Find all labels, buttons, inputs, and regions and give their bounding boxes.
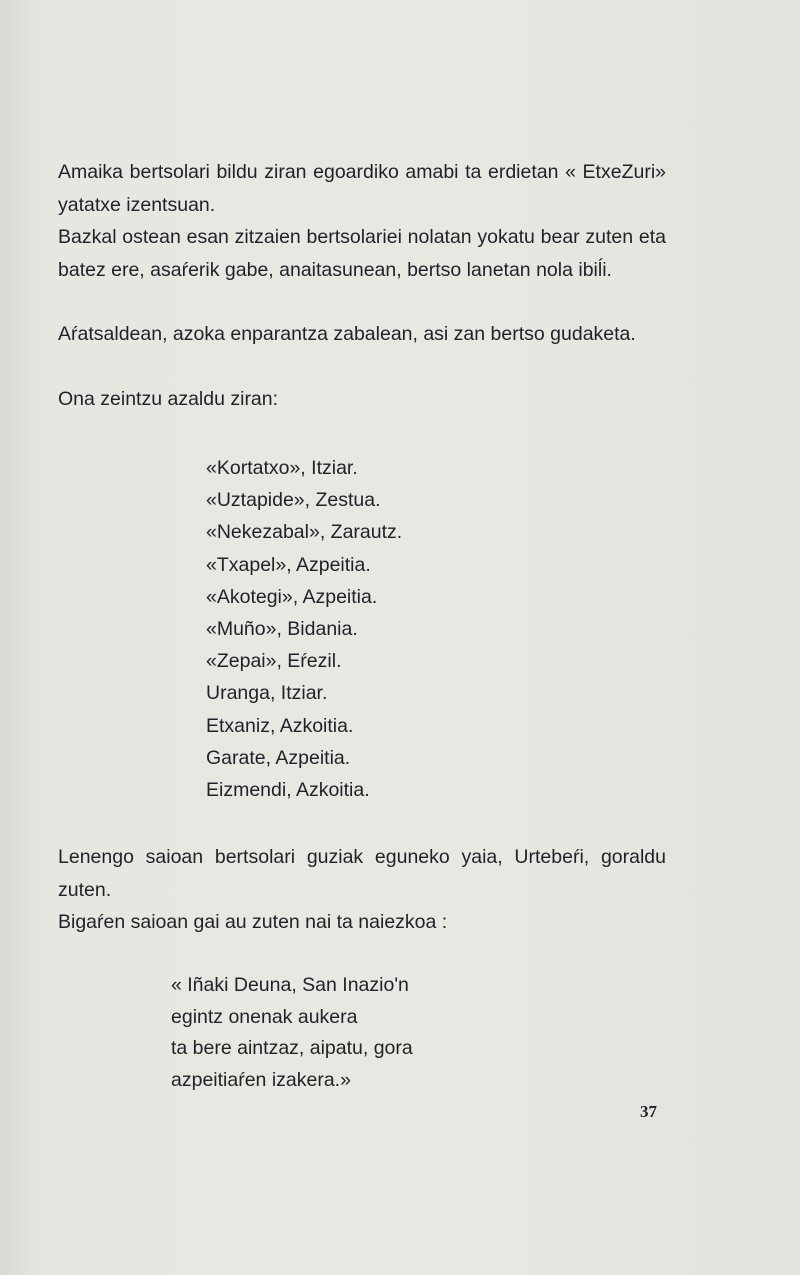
list-item: «Txapel», Azpeitia. <box>206 553 371 576</box>
list-item: Uranga, Itziar. <box>206 682 328 705</box>
verse-block <box>171 970 413 1096</box>
list-item: Garate, Azpeitia. <box>206 746 351 769</box>
list-item: Etxaniz, Azkoitia. <box>206 714 354 737</box>
list-item: «Uztapide», Zestua. <box>206 489 381 512</box>
paragraph-5: Lenengo saioan bertsolari guziak eguneko yaia, Urtebeŕi, goraldu zuten. <box>58 846 666 901</box>
verse-line: azpeitiaŕen izakera.» <box>171 1068 351 1091</box>
verse-line: ta bere aintzaz, aipatu, gora <box>171 1037 413 1059</box>
list-item: «Akotegi», Azpeitia. <box>206 585 378 608</box>
list-item: «Zepai», Eŕezil. <box>206 650 342 673</box>
list-item: Eizmendi, Azkoitia. <box>206 779 370 802</box>
paragraph-3: Aŕatsaldean, azoka enparantza zabalean, asi zan bertso gudaketa. <box>58 323 636 345</box>
paragraph-2: Bazkal ostean esan zitzaien bertsolariei nolatan yokatu bear zuten eta batez ere, asaŕerik gabe, anaitasunean, bertso lanetan nola ibiĺi. <box>58 226 666 281</box>
page-number: 37 <box>640 1102 657 1121</box>
list-item: «Nekezabal», Zarautz. <box>206 521 403 544</box>
participants-list <box>206 452 402 806</box>
verse-line: « Iñaki Deuna, San Inazio'n <box>171 974 409 996</box>
paragraph-6: Bigaŕen saioan gai au zuten nai ta naiezkoa : <box>58 911 448 933</box>
paragraph-4: Ona zeintzu azaldu ziran: <box>58 388 279 410</box>
verse-line: egintz onenak aukera <box>171 1005 358 1028</box>
paragraph-1: Amaika bertsolari bildu ziran egoardiko amabi ta erdietan « EtxeZuri» yatatxe izentsuan. <box>58 161 666 216</box>
list-item: «Muño», Bidania. <box>206 618 358 641</box>
list-item: «Kortatxo», Itziar. <box>206 457 358 479</box>
